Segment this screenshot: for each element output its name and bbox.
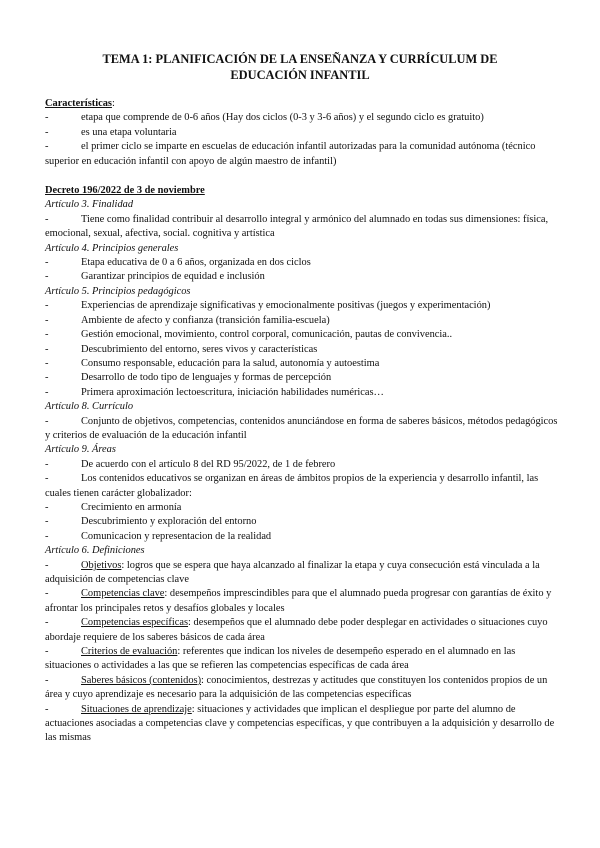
definition-term: Criterios de evaluación [81,646,178,658]
bullet: - [45,703,49,715]
list-item [45,314,558,328]
list-item [45,386,558,400]
list-item-text: Crecimiento en armonía [81,501,182,513]
bullet: - [45,415,49,427]
bullet: - [45,588,49,600]
bullet: - [45,458,49,470]
list-item-text: Descubrimiento del entorno, seres vivos y características [81,343,318,355]
definition-term: Situaciones de aprendizaje [81,703,192,715]
list-item-text: Gestión emocional, movimiento, control corporal, comunicación, pautas de convivencia.. [81,329,453,341]
list-item-text: Ambiente de afecto y confianza (transición familia-escuela) [81,314,330,326]
bullet: - [45,257,49,269]
list-item-text: Desarrollo de todo tipo de lenguajes y formas de percepción [81,372,332,384]
list-item [45,472,558,501]
bullet: - [45,516,49,528]
list-item [45,328,558,342]
bullet: - [45,501,49,513]
article-3-heading: Artículo 3. Finalidad [45,199,134,211]
definition-text: : logros que se espera que haya alcanzado al finalizar la etapa y cuya consecución está vinculada a la adquisición de competencias clave [45,559,540,585]
definition-item [45,674,558,703]
bullet: - [45,213,49,225]
document-body [45,97,558,746]
list-item [45,140,558,169]
list-item [45,256,558,270]
list-item-text: Etapa educativa de 0 a 6 años, organizada en dos ciclos [81,257,311,269]
definition-text: : situaciones y actividades que implican el despliegue por parte del alumno de actuaciones asociadas a competencias clave y competencias específicas, y que contribuyen a la adquisición y desarrollo de las mismas [45,703,555,744]
bullet: - [45,141,49,153]
article-6-heading: Artículo 6. Definiciones [45,545,145,557]
list-item [45,357,558,371]
bullet: - [45,559,49,571]
bullet: - [45,617,49,629]
definition-item [45,616,558,645]
definition-term: Competencias clave [81,588,165,600]
definition-term: Saberes básicos (contenidos) [81,674,202,686]
list-item [45,343,558,357]
list-item [45,299,558,313]
bullet: - [45,300,49,312]
definition-term: Objetivos [81,559,122,571]
list-item-text: Conjunto de objetivos, competencias, contenidos anunciándose en forma de saberes básicos, métodos pedagógicos y criterios de evaluación de la educación infantil [45,415,558,441]
definition-item [45,587,558,616]
article-8-heading: Artículo 8. Currículo [45,401,134,413]
list-item-text: Tiene como finalidad contribuir al desarrollo integral y armónico del alumnado en todas sus dimensiones: física, emocional, sexual, afectiva, social. cognitiva y artística [45,213,549,240]
bullet: - [45,343,49,355]
bullet: - [45,112,49,124]
article-5-heading: Artículo 5. Principios pedagógicos [45,285,191,297]
decreto-heading: Decreto 196/2022 de 3 de noviembre [45,185,205,197]
bullet: - [45,646,49,658]
bullet: - [45,473,49,485]
list-item [45,501,558,515]
list-item-text: Primera aproximación lectoescritura, iniciación habilidades numéricas… [81,386,384,398]
bullet: - [45,530,49,542]
list-item [45,213,558,242]
bullet: - [45,674,49,686]
list-item-text: De acuerdo con el artículo 8 del RD 95/2022, de 1 de febrero [81,458,336,470]
definition-text: : referentes que indican los niveles de desempeño esperado en el alumnado en las situaciones o actividades a las que se refieren las competencias específicas de cada área [45,646,516,672]
list-item-text: es una etapa voluntaria [81,126,177,138]
list-item-text: Comunicacion y representacion de la realidad [81,530,272,542]
definition-text: : conocimientos, destrezas y actitudes que constituyen los contenidos propios de un área y cuyo aprendizaje es necesario para la adquisición de las competencias específicas [45,674,548,701]
list-item-text: Consumo responsable, educación para la salud, autonomía y autoestima [81,357,380,369]
list-item [45,458,558,472]
list-item-text: Garantizar principios de equidad e inclusión [81,271,265,283]
definition-term: Competencias específicas [81,617,189,629]
list-item [45,530,558,544]
bullet: - [45,271,49,283]
bullet: - [45,329,49,341]
list-item-text: Los contenidos educativos se organizan en áreas de ámbitos propios de la experiencia y desarrollo infantil, las cuales tienen carácter globalizador: [45,473,539,499]
list-item-text: Descubrimiento y exploración del entorno [81,516,257,528]
bullet: - [45,372,49,384]
page-title [40,52,560,83]
list-item [45,515,558,529]
list-item [45,111,558,125]
list-item [45,270,558,284]
article-4-heading: Artículo 4. Principios generales [45,242,179,254]
bullet: - [45,314,49,326]
title-line-1: TEMA 1: PLANIFICACIÓN DE LA ENSEÑANZA Y CURRÍCULUM DE [102,52,498,66]
definition-text: : desempeños que el alumnado debe poder desplegar en actividades o situaciones cuyo abordaje requiere de los saberes básicos de cada área [45,617,548,643]
definition-item [45,645,558,674]
bullet: - [45,126,49,138]
definition-item [45,559,558,588]
caracteristicas-label: Características [45,98,112,109]
list-item [45,371,558,385]
title-line-2: EDUCACIÓN INFANTIL [230,67,370,82]
bullet: - [45,386,49,398]
article-9-heading: Artículo 9. Áreas [45,444,116,456]
list-item [45,126,558,140]
caracteristicas-colon: : [111,98,115,109]
list-item [45,415,558,444]
list-item-text: Experiencias de aprendizaje significativas y emocionalmente positivas (juegos y experimentación) [81,300,491,312]
list-item-text: etapa que comprende de 0-6 años (Hay dos ciclos (0-3 y 3-6 años) y el segundo ciclo es gratuito) [81,112,484,124]
bullet: - [45,357,49,369]
caracteristicas-heading [45,97,558,111]
definition-item [45,703,558,746]
list-item-text: el primer ciclo se imparte en escuelas de educación infantil autorizadas para la comunidad autónoma (técnico superior en educación infantil con apoyo de algún maestro de infantil) [45,141,536,167]
definition-text: : desempeños imprescindibles para que el alumnado pueda progresar con garantías de éxito y afrontar los principales retos y desafíos globales y locales [45,588,552,614]
